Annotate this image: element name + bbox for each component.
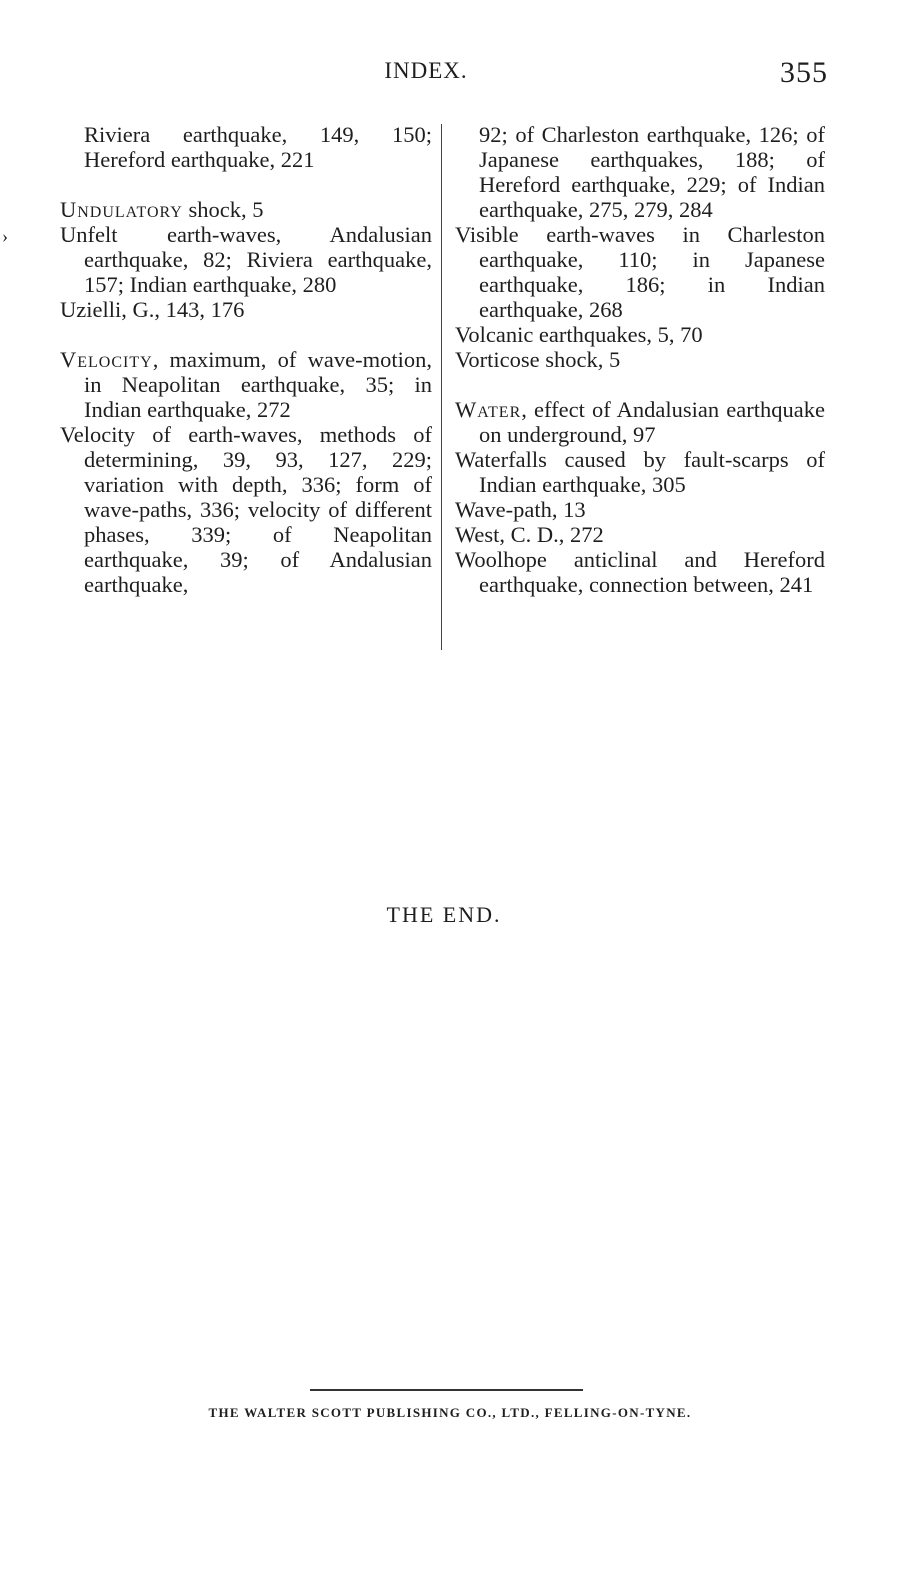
the-end-heading: THE END. bbox=[386, 902, 502, 927]
index-entry-uzielli: Uzielli, G., 143, 176 bbox=[60, 297, 245, 322]
footer-rule bbox=[310, 1389, 583, 1391]
index-entry-velocity: Velocity, maximum, of wave-motion, in Neapolitan earthquake, 35; in Indian earthquake, 272 bbox=[60, 347, 432, 422]
index-column-left bbox=[60, 122, 432, 597]
entry-headword: Velocity bbox=[60, 347, 153, 372]
entry-headword: Water bbox=[455, 397, 522, 422]
index-entry-west: West, C. D., 272 bbox=[455, 522, 604, 547]
index-entry-velocity-earth-waves: Velocity of earth-waves, methods of determining, 39, 93, 127, 229; variation with depth, 336; form of wave-paths, 336; velocity of different phases, 339; of Neapolitan earthquake, 39; of Andalusian earthquake, bbox=[60, 422, 432, 597]
index-entry-undulatory: Undulatory shock, 5 bbox=[60, 197, 264, 222]
printer-imprint: THE WALTER SCOTT PUBLISHING CO., LTD., FELLING-ON-TYNE. bbox=[208, 1405, 692, 1420]
margin-mark: › bbox=[2, 226, 8, 246]
index-entry-water: Water, effect of Andalusian earthquake on underground, 97 bbox=[455, 397, 825, 447]
column-rule bbox=[441, 124, 442, 650]
index-entry-vorticose: Vorticose shock, 5 bbox=[455, 347, 621, 372]
page-number: 355 bbox=[780, 56, 828, 89]
index-entry-volcanic: Volcanic earthquakes, 5, 70 bbox=[455, 322, 703, 347]
index-entry-velocity-continued: 92; of Charleston earthquake, 126; of Japanese earthquakes, 188; of Hereford earthquake, 229; of Indian earthquake, 275, 279, 284 bbox=[479, 122, 825, 222]
entry-headword: Undulatory bbox=[60, 197, 183, 222]
index-entry-riviera-continued: Riviera earthquake, 149, 150; Hereford earthquake, 221 bbox=[84, 122, 432, 172]
index-entry-wave-path: Wave-path, 13 bbox=[455, 497, 586, 522]
index-entry-waterfalls: Waterfalls caused by fault-scarps of Indian earthquake, 305 bbox=[455, 447, 825, 497]
running-head-title: INDEX. bbox=[384, 58, 468, 83]
index-column-right bbox=[455, 122, 825, 597]
index-entry-woolhope: Woolhope anticlinal and Hereford earthquake, connection between, 241 bbox=[455, 547, 825, 597]
index-entry-unfelt: Unfelt earth-waves, Andalusian earthquake, 82; Riviera earthquake, 157; Indian earthquake, 280 bbox=[60, 222, 432, 297]
index-entry-visible: Visible earth-waves in Charleston earthquake, 110; in Japanese earthquake, 186; in Indian earthquake, 268 bbox=[455, 222, 825, 322]
